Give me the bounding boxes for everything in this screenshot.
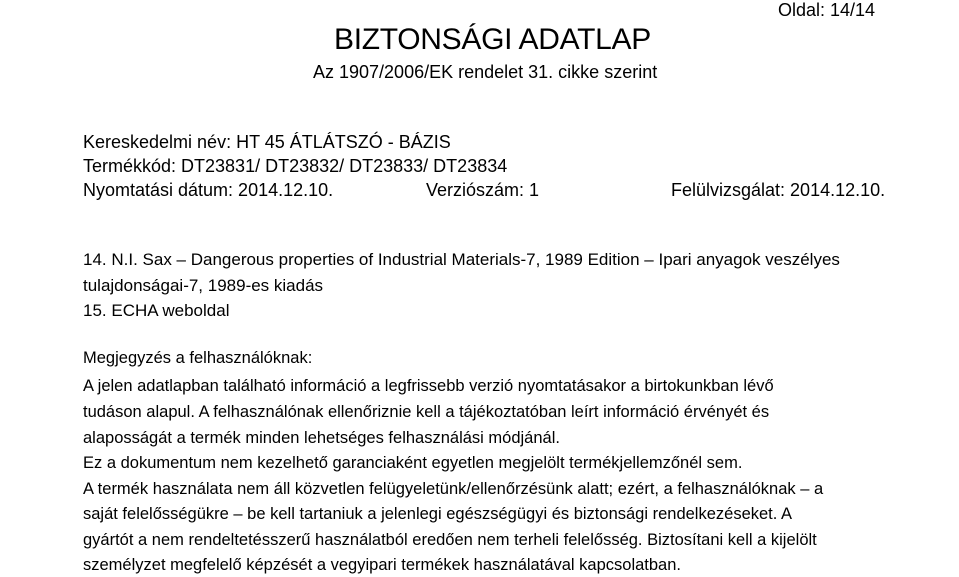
notes-line: gyártót a nem rendeltetésszerű használatból eredően nem terheli felelősség. Biztosítani kell a kijelölt: [83, 531, 817, 549]
reference-14-line-2: tulajdonságai-7, 1989-es kiadás: [83, 276, 324, 295]
trade-name: Kereskedelmi név: HT 45 ÁTLÁTSZÓ - BÁZIS: [83, 132, 451, 152]
reference-15: 15. ECHA weboldal: [83, 301, 230, 320]
product-codes: Termékkód: DT23831/ DT23832/ DT23833/ DT23834: [83, 156, 508, 176]
notes-line: tudáson alapul. A felhasználónak ellenőriznie kell a tájékoztatóban leírt információ érvényét és: [83, 403, 770, 421]
reference-14-line-1: 14. N.I. Sax – Dangerous properties of Industrial Materials-7, 1989 Edition – Ipari anyagok veszélyes: [83, 250, 840, 269]
notes-line: A jelen adatlapban található információ a legfrissebb verzió nyomtatásakor a birtokunkban lévő: [83, 377, 774, 395]
notes-line: alaposságát a termék minden lehetséges felhasználási módjánál.: [83, 429, 560, 447]
revision-date: Felülvizsgálat: 2014.12.10.: [671, 180, 886, 200]
document-title: BIZTONSÁGI ADATLAP: [334, 23, 651, 56]
notes-line: személyzet megfelelő képzését a vegyipari termékek használatával kapcsolatban.: [83, 556, 681, 574]
version-number: Verziószám: 1: [426, 180, 540, 200]
notes-line: A termék használata nem áll közvetlen felügyeletünk/ellenőrzésünk alatt; ezért, a felhasználóknak – a: [83, 480, 824, 498]
notes-line: saját felelősségükre – be kell tartaniuk a jelenlegi egészségügyi és biztonsági rendelkezéseket. A: [83, 505, 793, 523]
print-date: Nyomtatási dátum: 2014.12.10.: [83, 180, 334, 200]
document-subtitle: Az 1907/2006/EK rendelet 31. cikke szerint: [313, 62, 658, 82]
notes-line: Ez a dokumentum nem kezelhető garanciaként egyetlen megjelölt termékjellemzőnél sem.: [83, 454, 743, 472]
notes-heading: Megjegyzés a felhasználóknak:: [83, 349, 313, 367]
page-number: Oldal: 14/14: [778, 0, 876, 20]
